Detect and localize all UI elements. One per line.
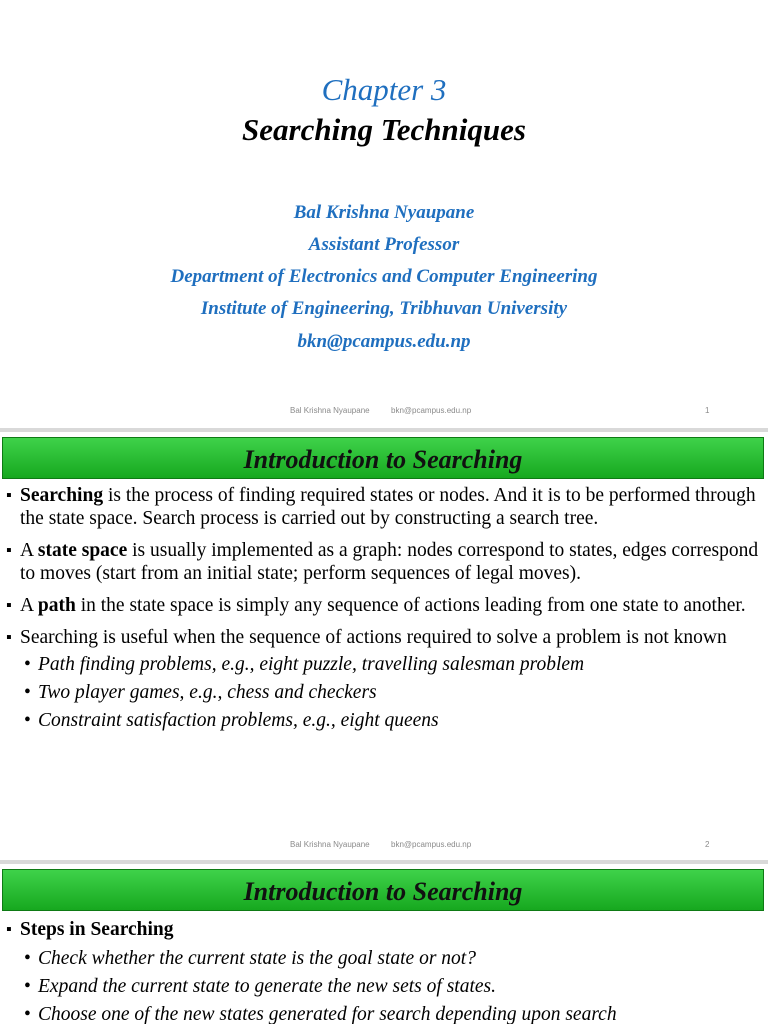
slide-content (8, 918, 764, 1024)
bullet-term: Searching (20, 485, 104, 506)
chapter-number: Chapter 3 (321, 72, 447, 107)
author-department: Department of Electronics and Computer Engineering (170, 266, 598, 287)
sub-bullet-item: • Choose one of the new states generated for search depending upon search (8, 1003, 764, 1024)
footer-author: Bal Krishna Nyaupane (290, 840, 370, 849)
slide-heading: Introduction to Searching (243, 877, 523, 906)
sub-bullet-item: • Check whether the current state is the goal state or not? (8, 947, 764, 970)
bullet-item (8, 918, 764, 941)
footer-page-number: 2 (705, 840, 710, 849)
slide-content (8, 484, 764, 737)
slide-footer (0, 406, 768, 422)
footer-email: bkn@pcampus.edu.np (391, 406, 472, 415)
bullet-item: ▪ A state space is usually implemented as a graph: nodes correspond to states, edges correspond to moves (start from an initial state; perform sequences of legal moves). (8, 539, 764, 585)
footer-author: Bal Krishna Nyaupane (290, 406, 370, 415)
chapter-title: Searching Techniques (242, 112, 526, 147)
slide-heading-banner (2, 869, 764, 911)
footer-page-number: 1 (705, 406, 710, 415)
slide-footer (0, 840, 768, 856)
sub-bullet-item: • Two player games, e.g., chess and checkers (8, 681, 764, 704)
bullet-term: path (37, 595, 76, 616)
slide-heading: Introduction to Searching (243, 445, 523, 474)
sub-bullet-item: • Path finding problems, e.g., eight puzzle, travelling salesman problem (8, 653, 764, 676)
slide-2 (0, 432, 768, 860)
author-institute: Institute of Engineering, Tribhuvan University (200, 298, 568, 319)
sub-bullet-item: • Expand the current state to generate the new sets of states. (8, 975, 764, 998)
footer-email: bkn@pcampus.edu.np (391, 840, 472, 849)
slide-heading-banner (2, 437, 764, 479)
author-position: Assistant Professor (308, 234, 460, 255)
bullet-term: Steps in Searching (20, 919, 174, 940)
author-email: bkn@pcampus.edu.np (297, 331, 471, 352)
bullet-term: state space (37, 540, 128, 561)
bullet-item: ▪ A path in the state space is simply any sequence of actions leading from one state to another. (8, 594, 764, 617)
slide-1 (0, 0, 768, 428)
sub-bullet-item: • Constraint satisfaction problems, e.g., eight queens (8, 709, 764, 732)
bullet-item: ▪ Searching is the process of finding required states or nodes. And it is to be performed through the state space. Search process is carried out by constructing a search tree. (8, 484, 764, 530)
slide-3 (0, 864, 768, 1024)
author-name: Bal Krishna Nyaupane (293, 202, 475, 223)
bullet-item: ▪ Searching is useful when the sequence of actions required to solve a problem is not known (8, 626, 764, 649)
